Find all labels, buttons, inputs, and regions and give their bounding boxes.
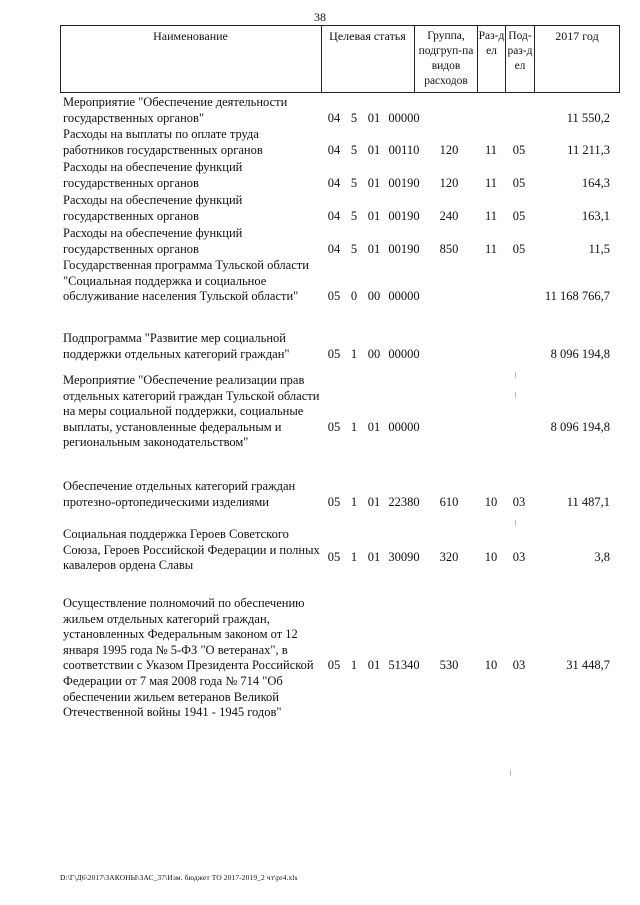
target-article-part: 05 — [327, 495, 341, 509]
section-code: 10 — [484, 658, 498, 672]
target-article-part: 05 — [327, 658, 341, 672]
expense-group-code: 120 — [439, 176, 459, 190]
subsection-code: 03 — [512, 495, 526, 509]
section-code: 11 — [484, 176, 498, 190]
amount-2017: 31 448,7 — [566, 658, 610, 672]
target-article-part: 0 — [350, 289, 358, 303]
section-code: 10 — [484, 495, 498, 509]
target-article-part: 22380 — [388, 495, 420, 509]
row-name: Мероприятие "Обеспечение реализации прав отдельных категорий граждан Тульской области на меры социальной поддержки, социальные выплаты, установленные федеральным и региональным законодательством" — [63, 373, 320, 450]
amount-2017: 11 550,2 — [566, 111, 610, 125]
row-name: Обеспечение отдельных категорий граждан протезно-ортопедическими изделиями — [63, 479, 296, 509]
target-article-part: 5 — [350, 209, 358, 223]
scan-mark — [510, 770, 511, 776]
target-article-part: 04 — [327, 176, 341, 190]
target-article-part: 30090 — [388, 550, 420, 564]
target-article-part: 00 — [367, 289, 381, 303]
target-article-part: 1 — [350, 658, 358, 672]
target-article-part: 01 — [367, 658, 381, 672]
row-name: Расходы на обеспечение функций государственных органов — [63, 160, 243, 190]
target-article-part: 05 — [327, 289, 341, 303]
subsection-code: 05 — [512, 242, 526, 256]
expense-group-code: 530 — [439, 658, 459, 672]
target-article-part: 00110 — [388, 143, 420, 157]
amount-2017: 163,1 — [581, 209, 610, 223]
target-article-part: 05 — [327, 347, 341, 361]
row-name: Социальная поддержка Героев Советского Союза, Героев Российской Федерации и полных кавалеров ордена Славы — [63, 527, 320, 573]
target-article-part: 00 — [367, 347, 381, 361]
target-article-part: 5 — [350, 176, 358, 190]
target-article-part: 01 — [367, 242, 381, 256]
target-article-part: 1 — [350, 347, 358, 361]
section-code: 11 — [484, 242, 498, 256]
scan-mark — [515, 392, 516, 398]
column-header-subsection: Под-раз-дел — [507, 30, 533, 72]
page-number: 38 — [314, 10, 326, 24]
target-article-part: 00000 — [388, 420, 420, 434]
header-divider-7 — [619, 25, 620, 93]
subsection-code: 05 — [512, 143, 526, 157]
target-article-part: 1 — [350, 420, 358, 434]
amount-2017: 8 096 194,8 — [550, 420, 610, 434]
scan-mark — [515, 520, 516, 526]
subsection-code: 03 — [512, 550, 526, 564]
amount-2017: 11 211,3 — [567, 143, 610, 157]
amount-2017: 11 168 766,7 — [544, 289, 610, 303]
target-article-part: 1 — [350, 495, 358, 509]
target-article-part: 00000 — [388, 289, 420, 303]
target-article-part: 04 — [327, 209, 341, 223]
subsection-code: 05 — [512, 209, 526, 223]
row-name: Расходы на обеспечение функций государственных органов — [63, 193, 243, 223]
expense-group-code: 610 — [439, 495, 459, 509]
target-article-part: 04 — [327, 111, 341, 125]
target-article-part: 5 — [350, 111, 358, 125]
row-name: Государственная программа Тульской области "Социальная поддержка и социальное обслуживание населения Тульской области" — [63, 258, 309, 304]
target-article-part: 5 — [350, 242, 358, 256]
target-article-part: 01 — [367, 111, 381, 125]
expense-group-code: 120 — [439, 143, 459, 157]
target-article-part: 00000 — [388, 347, 420, 361]
target-article-part: 04 — [327, 143, 341, 157]
row-name: Расходы на обеспечение функций государственных органов — [63, 226, 243, 256]
section-code: 11 — [484, 143, 498, 157]
column-header-group: Группа, подгруп-па видов расходов — [418, 30, 474, 87]
target-article-part: 05 — [327, 420, 341, 434]
target-article-part: 01 — [367, 550, 381, 564]
target-article-part: 51340 — [388, 658, 420, 672]
row-name: Подпрограмма "Развитие мер социальной поддержки отдельных категорий граждан" — [63, 331, 290, 361]
amount-2017: 11,5 — [588, 242, 610, 256]
expense-group-code: 240 — [439, 209, 459, 223]
header-bottom-rule — [60, 92, 620, 93]
target-article-part: 00190 — [388, 176, 420, 190]
target-article-part: 1 — [350, 550, 358, 564]
amount-2017: 11 487,1 — [566, 495, 610, 509]
section-code: 11 — [484, 209, 498, 223]
target-article-part: 05 — [327, 550, 341, 564]
row-name: Мероприятие "Обеспечение деятельности государственных органов" — [63, 95, 288, 125]
footer-file-path: D:\Г\Д6\2017\ЗАКОНЫ\ЗАС_37\Изм. бюджет ТО 2017-2019_2 чт\pr4.xls — [60, 873, 298, 882]
row-name: Осуществление полномочий по обеспечению жильем отдельных категорий граждан, установленных Федеральным законом от 12 января 1995 года № 5-ФЗ "О ветеранах", в соответствии с Указом Президента Российской Федерации от 7 мая 2008 года № 714 "Об обеспечении жильем ветеранов Великой Отечественной войны 1941 - 1945 годов" — [63, 596, 314, 720]
row-name: Расходы на выплаты по оплате труда работников государственных органов — [63, 127, 263, 157]
section-code: 10 — [484, 550, 498, 564]
target-article-part: 01 — [367, 209, 381, 223]
target-article-part: 04 — [327, 242, 341, 256]
scan-mark — [515, 372, 516, 378]
target-article-part: 00000 — [388, 111, 420, 125]
amount-2017: 8 096 194,8 — [550, 347, 610, 361]
header-divider-3 — [414, 25, 415, 93]
column-header-year: 2017 год — [555, 29, 599, 43]
header-top-rule — [60, 25, 620, 26]
column-header-name: Наименование — [153, 29, 228, 43]
target-article-part: 5 — [350, 143, 358, 157]
column-header-target-article: Целевая статья — [329, 29, 406, 43]
target-article-part: 00190 — [388, 242, 420, 256]
subsection-code: 03 — [512, 658, 526, 672]
target-article-part: 01 — [367, 495, 381, 509]
target-article-part: 01 — [367, 143, 381, 157]
subsection-code: 05 — [512, 176, 526, 190]
target-article-part: 01 — [367, 420, 381, 434]
column-header-section: Раз-дел — [478, 30, 505, 57]
amount-2017: 3,8 — [594, 550, 610, 564]
target-article-part: 00190 — [388, 209, 420, 223]
expense-group-code: 320 — [439, 550, 459, 564]
target-article-part: 01 — [367, 176, 381, 190]
expense-group-code: 850 — [439, 242, 459, 256]
amount-2017: 164,3 — [581, 176, 610, 190]
